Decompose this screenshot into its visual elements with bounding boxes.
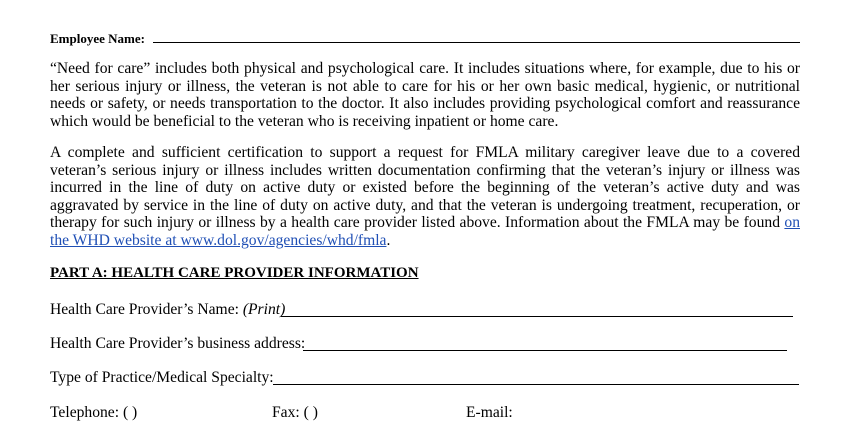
provider-name-row — [50, 301, 285, 319]
business-address-field[interactable] — [303, 350, 787, 351]
part-a-heading: PART A: HEALTH CARE PROVIDER INFORMATION — [50, 265, 419, 281]
provider-name-field[interactable] — [281, 316, 793, 317]
practice-field[interactable] — [273, 384, 799, 385]
provider-name-hint: (Print) — [242, 301, 286, 318]
email-label: E-mail: — [466, 404, 513, 421]
business-address-row — [50, 335, 305, 353]
email-row — [466, 404, 513, 422]
employee-name-row — [50, 30, 145, 48]
telephone-label: Telephone: ( ) — [50, 404, 138, 421]
need-for-care-paragraph: “Need for care” includes both physical and psychological care. It includes situations where, for example, due to his or her serious injury or illness, the veteran is not able to care for his or her own basic medical, hygienic, or nutritional needs or safety, or needs transportation to the doctor. It also includes providing psychological comfort and reassurance which would be beneficial to the veteran who is receiving inpatient or home care. — [50, 60, 800, 130]
whd-website-link[interactable]: on the WHD website at www.dol.gov/agencies/whd/fmla — [50, 214, 800, 249]
certification-text: A complete and sufficient certification to support a request for FMLA military caregiver leave due to a covered veteran’s serious injury or illness includes written documentation confirming that the veteran’s injury or illness was incurred in the line of duty on active duty or existed before the beginning of the veteran’s active duty and was aggravated by service in the line of duty on active duty, and that the veteran is undergoing treatment, recuperation, or therapy for such injury or illness by a health care provider listed above. Information about the FMLA may be found — [50, 144, 800, 232]
practice-row — [50, 369, 274, 387]
fax-row — [272, 404, 318, 422]
employee-name-label: Employee Name: — [50, 31, 145, 46]
certification-paragraph — [50, 144, 800, 250]
fax-label: Fax: ( ) — [272, 404, 318, 421]
employee-name-field[interactable] — [153, 42, 800, 43]
practice-label: Type of Practice/Medical Specialty: — [50, 369, 274, 386]
contact-row — [50, 404, 137, 422]
business-address-label: Health Care Provider’s business address: — [50, 335, 306, 352]
certification-end: . — [386, 231, 391, 249]
provider-name-label: Health Care Provider’s Name: — [50, 301, 243, 318]
